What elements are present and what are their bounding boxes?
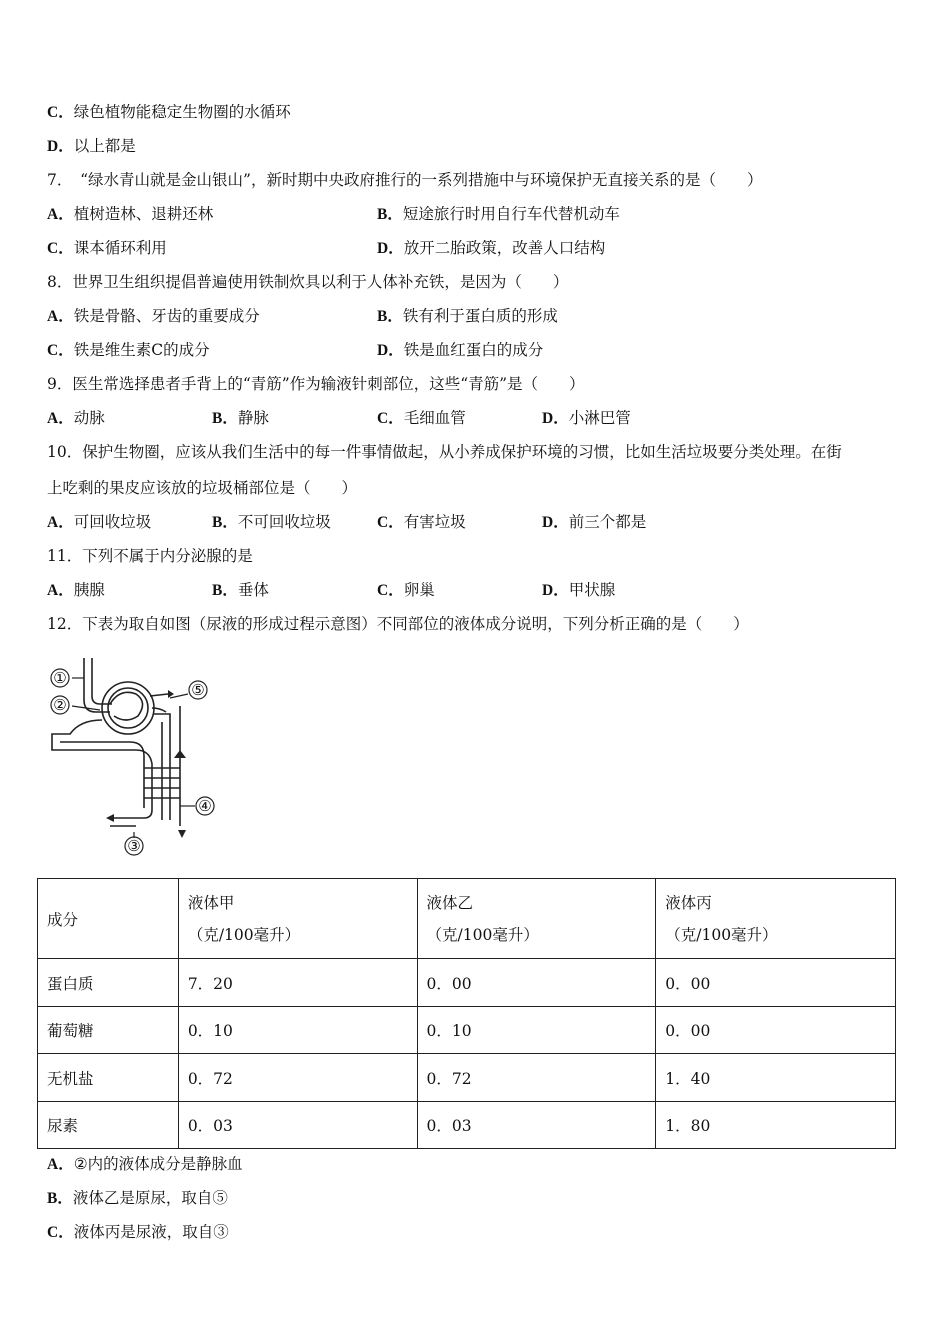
table-cell: 0．00 <box>656 959 896 1007</box>
option-text: 铁是维生素C的成分 <box>73 341 210 359</box>
option-label: B． <box>377 308 403 325</box>
q6-option-c <box>47 102 291 123</box>
option-text: 以上都是 <box>73 137 136 155</box>
option-label: D． <box>377 240 404 257</box>
option-label: B． <box>377 206 403 223</box>
option-text: 不可回收垃圾 <box>237 513 331 531</box>
option-label: B． <box>212 582 238 599</box>
option-text: 垂体 <box>237 581 269 599</box>
header-text: 液体丙 <box>665 893 712 912</box>
q9-stem: 9．医生常选择患者手背上的“青筋”作为输液针刺部位，这些“青筋”是（ ） <box>47 375 585 393</box>
table-cell: 0．00 <box>417 959 656 1007</box>
option-text: 可回收垃圾 <box>73 513 152 531</box>
q9-option-c <box>377 408 466 429</box>
option-label: D． <box>542 582 569 599</box>
option-label: C． <box>47 342 74 359</box>
diagram-label-5: ⑤ <box>191 681 205 699</box>
option-text: 卵巢 <box>403 581 435 599</box>
option-text: 绿色植物能稳定生物圈的水循环 <box>73 103 291 121</box>
q8-option-d <box>377 340 543 361</box>
table-header-cell <box>656 879 896 959</box>
q7-option-c <box>47 238 167 259</box>
option-text: 铁有利于蛋白质的形成 <box>402 307 558 325</box>
option-text: 甲状腺 <box>568 581 616 599</box>
q8-option-b <box>377 306 558 327</box>
table-cell: 0．03 <box>178 1102 417 1149</box>
table-cell: 0．72 <box>178 1054 417 1102</box>
q11-option-d <box>542 580 615 601</box>
option-label: D． <box>47 138 74 155</box>
q11-option-a <box>47 580 105 601</box>
option-label: A． <box>47 514 74 531</box>
q12-stem: 12．下表为取自如图（尿液的形成过程示意图）不同部位的液体成分说明，下列分析正确的是（ ） <box>47 615 749 633</box>
header-unit: （克/100毫升） <box>426 925 539 944</box>
q7-option-a <box>47 204 213 225</box>
option-text: 有害垃圾 <box>403 513 466 531</box>
q10-stem-line2: 上吃剩的果皮应该放的垃圾桶部位是（ ） <box>47 479 358 497</box>
diagram-label-2: ② <box>53 696 67 714</box>
nephron-diagram <box>40 650 230 860</box>
table-header-row <box>38 879 896 959</box>
option-label: B． <box>212 410 238 427</box>
q11-option-b <box>212 580 269 601</box>
option-text: 胰腺 <box>73 581 105 599</box>
table-cell: 尿素 <box>38 1102 179 1149</box>
option-text: 铁是血红蛋白的成分 <box>403 341 544 359</box>
option-text: 放开二胎政策，改善人口结构 <box>403 239 606 257</box>
header-text: 液体甲 <box>187 893 235 912</box>
option-label: C． <box>377 410 404 427</box>
option-text: 液体乙是原尿，取自⑤ <box>72 1189 228 1207</box>
option-label: A． <box>47 308 74 325</box>
q8-option-a <box>47 306 260 327</box>
table-cell: 1．80 <box>656 1102 896 1149</box>
q9-option-b <box>212 408 269 429</box>
option-label: C． <box>47 104 74 121</box>
option-label: D． <box>542 410 569 427</box>
table-header-cell <box>38 879 179 959</box>
table-cell: 蛋白质 <box>38 959 179 1007</box>
option-label: B． <box>212 514 238 531</box>
table-cell: 0．10 <box>178 1007 417 1054</box>
option-label: D． <box>542 514 569 531</box>
q8-option-c <box>47 340 210 361</box>
table-row <box>38 959 896 1007</box>
q7-stem: 7． “绿水青山就是金山银山”，新时期中央政府推行的一系列措施中与环境保护无直接关系的是（ ） <box>47 171 763 189</box>
table-cell: 1．40 <box>656 1054 896 1102</box>
diagram-label-3: ③ <box>127 837 141 855</box>
q11-stem: 11．下列不属于内分泌腺的是 <box>47 547 253 565</box>
option-text: 铁是骨骼、牙齿的重要成分 <box>73 307 260 325</box>
table-cell: 无机盐 <box>38 1054 179 1102</box>
q12-option-c <box>47 1222 229 1243</box>
option-label: D． <box>377 342 404 359</box>
header-text: 成分 <box>47 910 79 929</box>
option-text: 小淋巴管 <box>568 409 631 427</box>
fluid-composition-table <box>37 878 896 1149</box>
option-text: 毛细血管 <box>403 409 466 427</box>
q12-option-a <box>47 1154 243 1175</box>
table-header-cell <box>417 879 656 959</box>
option-label: C． <box>377 514 404 531</box>
table-cell: 7．20 <box>178 959 417 1007</box>
option-label: A． <box>47 1156 74 1173</box>
q6-option-d <box>47 136 136 157</box>
option-text: ②内的液体成分是静脉血 <box>73 1155 243 1173</box>
option-text: 动脉 <box>73 409 105 427</box>
option-label: A． <box>47 410 74 427</box>
q10-option-b <box>212 512 331 533</box>
option-label: C． <box>47 240 74 257</box>
diagram-label-4: ④ <box>198 797 212 815</box>
header-unit: （克/100毫升） <box>187 925 301 944</box>
table-row <box>38 1007 896 1054</box>
option-text: 液体丙是尿液，取自③ <box>73 1223 229 1241</box>
header-unit: （克/100毫升） <box>665 925 778 944</box>
q9-option-d <box>542 408 631 429</box>
table-cell: 0．10 <box>417 1007 656 1054</box>
option-label: C． <box>47 1224 74 1241</box>
q7-option-b <box>377 204 620 225</box>
table-cell: 0．00 <box>656 1007 896 1054</box>
table-cell: 0．72 <box>417 1054 656 1102</box>
q10-option-c <box>377 512 466 533</box>
header-text: 液体乙 <box>426 893 474 912</box>
table-cell: 葡萄糖 <box>38 1007 179 1054</box>
q10-stem-line1: 10．保护生物圈，应该从我们生活中的每一件事情做起，从小养成保护环境的习惯，比如生活垃圾要分类处理。在街 <box>47 443 842 461</box>
q12-option-b <box>47 1188 228 1209</box>
option-text: 前三个都是 <box>568 513 647 531</box>
option-text: 短途旅行时用自行车代替机动车 <box>402 205 620 223</box>
table-cell: 0．03 <box>417 1102 656 1149</box>
option-label: B． <box>47 1190 73 1207</box>
table-header-cell <box>178 879 417 959</box>
option-label: C． <box>377 582 404 599</box>
option-text: 植树造林、退耕还林 <box>73 205 214 223</box>
table-row <box>38 1102 896 1149</box>
option-text: 静脉 <box>237 409 269 427</box>
q8-stem: 8．世界卫生组织提倡普遍使用铁制炊具以利于人体补充铁，是因为（ ） <box>47 273 569 291</box>
q7-option-d <box>377 238 605 259</box>
q9-option-a <box>47 408 105 429</box>
q10-option-a <box>47 512 151 533</box>
option-label: A． <box>47 206 74 223</box>
q11-option-c <box>377 580 435 601</box>
option-label: A． <box>47 582 74 599</box>
table-row <box>38 1054 896 1102</box>
option-text: 课本循环利用 <box>73 239 167 257</box>
diagram-label-1: ① <box>53 669 67 687</box>
q10-option-d <box>542 512 646 533</box>
